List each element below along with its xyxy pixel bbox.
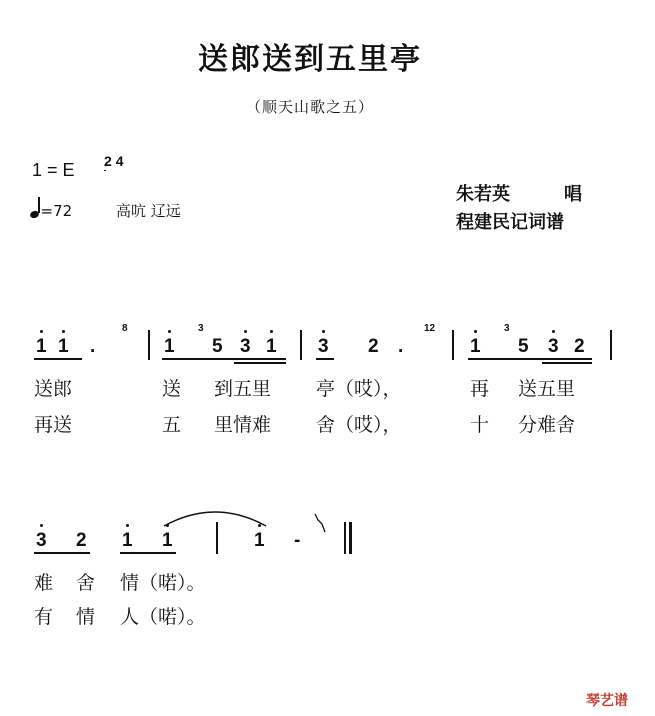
time-signature-bottom: 4 (115, 153, 124, 169)
lyric: 难 (34, 572, 54, 594)
note: 3 (548, 336, 559, 357)
grace-note: 8 (122, 323, 128, 334)
grace-note: 3 (504, 323, 510, 334)
final-bar-thick (349, 522, 352, 554)
grace-note: 12 (424, 323, 436, 334)
note: 1 (58, 336, 69, 357)
note: 3 (36, 530, 47, 551)
lyric: 里情难 (214, 414, 272, 436)
tempo-marking (30, 200, 72, 220)
note: 5 (518, 336, 529, 357)
note: 1 (254, 530, 265, 551)
note: 2 (368, 336, 379, 357)
lyric: 送 (162, 378, 182, 400)
lyric: 再送 (34, 414, 73, 436)
bar-line (610, 330, 612, 360)
octave-dot (40, 330, 43, 333)
octave-dot (322, 330, 325, 333)
slur-icon (160, 504, 270, 530)
note: 1 (162, 530, 173, 551)
lyric: 再 (470, 378, 490, 400)
singer-name: 朱若英 (456, 184, 510, 205)
lyric: 十 (470, 414, 490, 436)
lyric: 送郎 (34, 378, 73, 400)
octave-dot (244, 330, 247, 333)
final-bar-thin (344, 522, 346, 554)
lyric: 到五里 (214, 378, 272, 400)
beam-line (120, 552, 176, 554)
beam-line (34, 358, 82, 360)
grace-note: 3 (198, 323, 204, 334)
recorder-credit: 程建民记词谱 (456, 212, 564, 233)
octave-dot (552, 330, 555, 333)
time-signature-top: 2 (104, 153, 112, 169)
note: 2 (574, 336, 585, 357)
note: 1 (266, 336, 277, 357)
time-signature (104, 153, 124, 169)
lyric: 情（喏）。 (120, 572, 206, 594)
beam-line (234, 362, 286, 364)
note: 1 (164, 336, 175, 357)
octave-dot (168, 330, 171, 333)
octave-dot (40, 524, 43, 527)
song-title: 送郎送到五里亭 (198, 42, 422, 77)
lyric: 送五里 (518, 378, 576, 400)
lyric: 分难舍 (518, 414, 576, 436)
note-dot: . (398, 336, 404, 357)
note-dot: . (90, 336, 96, 357)
lyric: 人（喏）。 (120, 606, 206, 628)
octave-dot (270, 330, 273, 333)
lyric: 亭（哎）， (316, 378, 402, 400)
sing-label: 唱 (564, 184, 582, 205)
lyric: 舍（哎）， (316, 414, 402, 436)
lyric: 有 (34, 606, 54, 628)
bar-line (148, 330, 150, 360)
key-signature: 1 = E (32, 160, 75, 180)
note: 2 (76, 530, 87, 551)
note: 3 (240, 336, 251, 357)
watermark-logo: 琴艺谱 (586, 693, 628, 709)
glide-mark-icon (312, 512, 328, 534)
octave-dot (62, 330, 65, 333)
note-stem (38, 197, 40, 213)
lyric: 舍 (76, 572, 96, 594)
song-subtitle: （顺天山歌之五） (245, 98, 374, 116)
beam-line (468, 358, 592, 360)
bar-line (452, 330, 454, 360)
tempo-value: =72 (40, 202, 73, 220)
note-dash: - (294, 530, 301, 551)
lyric: 情 (76, 606, 96, 628)
bar-line (300, 330, 302, 360)
octave-dot (474, 330, 477, 333)
note: 3 (318, 336, 329, 357)
note: 1 (470, 336, 481, 357)
tempo-expression: 高吭 辽远 (116, 202, 181, 220)
beam-line (542, 362, 592, 364)
lyric: 五 (162, 414, 182, 436)
time-signature-bar (104, 170, 106, 171)
note: 5 (212, 336, 223, 357)
beam-line (34, 552, 90, 554)
octave-dot (126, 524, 129, 527)
beam-line (162, 358, 286, 360)
beam-line (316, 358, 334, 360)
note: 1 (36, 336, 47, 357)
note: 1 (122, 530, 133, 551)
